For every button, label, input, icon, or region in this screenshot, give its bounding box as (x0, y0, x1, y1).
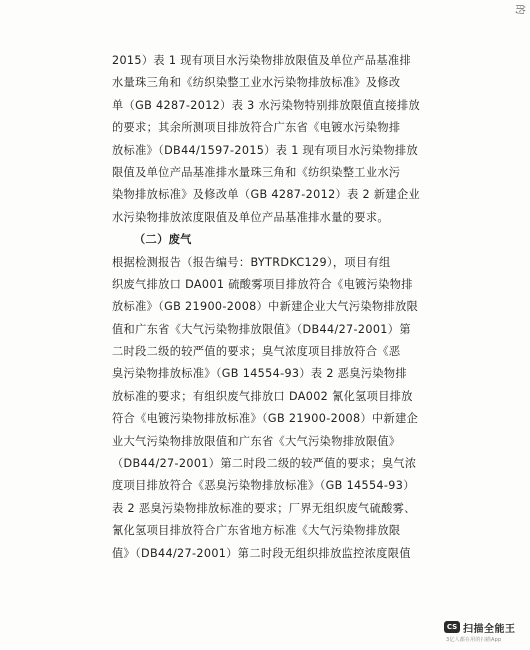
paragraph-wastewater (112, 50, 428, 229)
text-line: 水量珠三角和《纺织染整工业水污染物排放标准》及修改 (112, 76, 401, 90)
text-line: 值和广东省《大气污染物排放限值》（DB44/27-2001）第 (112, 322, 411, 336)
text-line: （DB44/27-2001）第二时段二级的较严值的要求；臭气浓 (112, 457, 417, 471)
scanner-watermark (444, 618, 528, 648)
text-line: 表 2 恶臭污染物排放标准的要求；厂界无组织废气硫酸雾、 (112, 501, 416, 515)
corner-glyph: 的 (513, 4, 525, 15)
text-line: 的要求；其余所测项目排放符合广东省《电镀水污染物排 (112, 121, 401, 135)
text-line: 单（GB 4287-2012）表 3 水污染物特别排放限值直接排放 (112, 98, 421, 112)
watermark-app-name: 扫描全能王 (463, 624, 516, 635)
text-line: 二时段二级的较严值的要求；臭气浓度项目排放符合《恶 (112, 345, 401, 359)
text-line: 2015）表 1 现有项目水污染物排放限值及单位产品基准排 (112, 54, 411, 67)
text-line: 放标准》（GB 21900-2008）中新建企业大气污染物排放限 (112, 300, 419, 314)
watermark-tagline: 3亿人都在用的扫描App (446, 637, 502, 643)
section-heading-exhaust-gas: （二）废气 (134, 233, 192, 247)
text-line: 织废气排放口 DA001 硫酸雾项目排放符合《电镀污染物排 (112, 277, 413, 291)
text-line: 值》（DB44/27-2001）第二时段无组织排放监控浓度限值 (112, 546, 411, 560)
text-line: 业大气污染物排放限值和广东省《大气污染物排放限值》 (112, 434, 401, 448)
body-text (112, 50, 428, 565)
text-line: 根据检测报告（报告编号：BYTRDKC129），项目有组 (112, 255, 391, 269)
text-line: 染物排放标准》及修改单（GB 4287-2012）表 2 新建企业 (112, 188, 421, 202)
text-line: 氰化氢项目排放符合广东省地方标准《大气污染物排放限 (112, 524, 401, 538)
text-line: 符合《电镀污染物排放标准》（GB 21900-2008）中新建企 (112, 412, 419, 426)
camscanner-logo-icon: CS (444, 621, 460, 633)
text-line: 放标准的要求；有组织废气排放口 DA002 氰化氢项目排放 (112, 389, 413, 403)
text-line: 放标准》（DB44/1597-2015）表 1 现有项目水污染物排放 (112, 143, 418, 157)
text-line: 限值及单位产品基准排水量珠三角和《纺织染整工业水污 (112, 165, 401, 179)
text-line: 度项目排放符合《恶臭污染物排放标准》（GB 14554-93） (112, 479, 415, 493)
paragraph-exhaust-gas (112, 252, 428, 565)
text-line: 臭污染物排放标准》（GB 14554-93）表 2 恶臭污染物排 (112, 367, 407, 381)
text-line: 水污染物排放浓度限值及单位产品基准排水量的要求。 (112, 210, 389, 224)
